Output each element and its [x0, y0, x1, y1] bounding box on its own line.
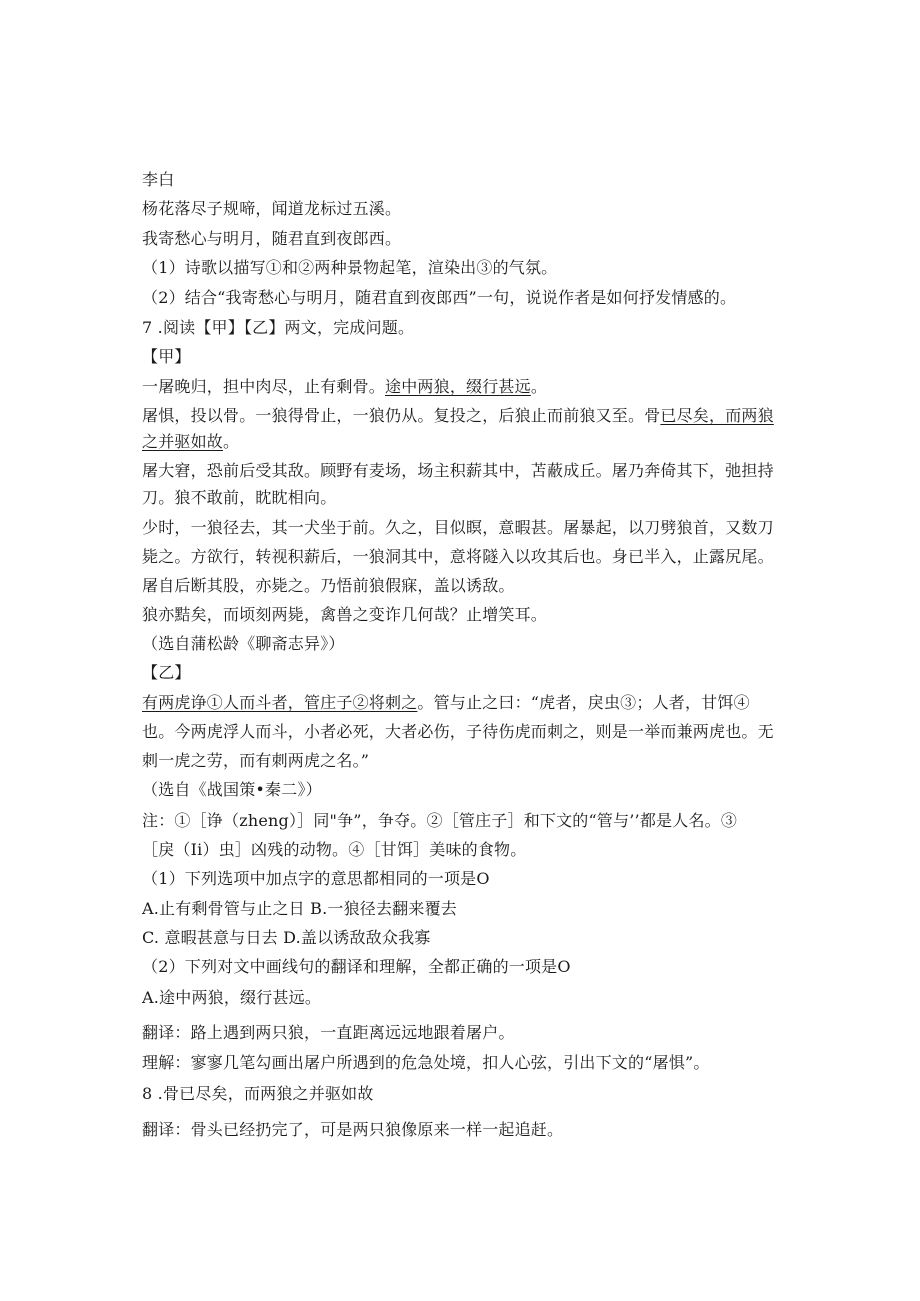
yi-p1-text: 。管与止之曰：“虎者，戾虫③；人者，甘饵④ [417, 693, 750, 712]
jia-paragraph-4-line-2: 毙之。方欲行，转视积薪后，一狼洞其中，意将隧入以攻其后也。身已半入，止露尻尾。 [142, 547, 774, 566]
jia-p2-end: 。 [223, 432, 240, 451]
yi-p1-underlined: 有两虎诤①人而斗者，管庄子②将刺之 [142, 693, 418, 712]
jia-paragraph-1 [142, 377, 547, 397]
jia-paragraph-2-line-2 [142, 432, 239, 452]
option-a: A.途中两狼，缀行甚远。 [142, 988, 322, 1007]
translation-a: 翻译：路上遇到两只狼，一直距离远远地跟着屠户。 [142, 1023, 515, 1042]
sub-question-1: （1）下列选项中加点字的意思都相同的一项是O [142, 869, 490, 888]
understanding-a: 理解：寥寥几笔勾画出屠户所遇到的危急处境，扣人心弦，引出下文的“屠惧”。 [142, 1053, 710, 1072]
jia-p1-end: 。 [530, 377, 548, 396]
jia-source: （选自蒲松龄《聊斋志异》） [142, 634, 345, 653]
poem-line-1: 杨花落尽子规啼，闻道龙标过五溪。 [142, 199, 402, 218]
jia-paragraph-2-line-1 [142, 406, 774, 426]
poem-question-2: （2）结合“我寄愁心与明月，随君直到夜郎西”一句，说说作者是如何抒发情感的。 [142, 288, 737, 307]
options-a-b: A.止有剩骨管与止之日 B.一狼径去翻来覆去 [142, 899, 457, 918]
jia-p1-underlined: 途中两狼，缀行甚远 [385, 377, 531, 396]
note-line-1: 注：①［诤（zheng）］同"争”，争夺。②［管庄子］和下文的“管与’’都是人名。③ [142, 811, 738, 830]
jia-paragraph-3-line-1: 屠大窘，恐前后受其敌。顾野有麦场，场主积薪其中，苫蔽成丘。屠乃奔倚其下，弛担持 [142, 461, 774, 480]
poem-author: 李白 [142, 170, 175, 189]
jia-p1-text: 一屠晚归，担中肉尽，止有剩骨。 [142, 377, 386, 396]
q7-heading: 7 .阅读【甲】【乙】两文，完成问题。 [142, 318, 415, 337]
yi-paragraph-line-2: 也。今两虎浮人而斗，小者必死，大者必伤，子待伤虎而刺之，则是一举而兼两虎也。无 [142, 722, 774, 741]
jia-p2-text: 屠惧，投以骨。一狼得骨止，一狼仍从。复投之，后狼止而前狼又至。骨 [142, 406, 661, 425]
jia-p2-underlined-1: 已尽矣，而两狼 [660, 406, 774, 425]
q8-translation: 翻译：骨头已经扔完了，可是两只狼像原来一样一起追赶。 [142, 1120, 564, 1139]
jia-label: 【甲】 [142, 347, 191, 366]
jia-paragraph-4-line-3: 屠自后断其股，亦毙之。乃悟前狼假寐，盖以诱敌。 [142, 576, 515, 595]
yi-source: （选自《战国策•秦二》） [142, 780, 322, 799]
yi-paragraph-line-3: 刺一虎之劳，而有刺两虎之名。” [142, 751, 370, 770]
yi-label: 【乙】 [142, 663, 191, 682]
poem-question-1: （1）诗歌以描写①和②两种景物起笔，渲染出③的气氛。 [142, 258, 558, 277]
poem-line-2: 我寄愁心与明月，随君直到夜郎西。 [142, 229, 402, 248]
jia-paragraph-5: 狼亦黠矣，而顷刻两毙，禽兽之变诈几何哉？止增笑耳。 [142, 605, 548, 624]
jia-p2-underlined-2: 之并驱如故 [142, 432, 224, 451]
q8-heading: 8 .骨已尽矣，而两狼之并驱如故 [142, 1084, 374, 1103]
yi-paragraph-line-1 [142, 693, 750, 713]
jia-paragraph-4-line-1: 少时，一狼径去，其一犬坐于前。久之，目似瞑，意暇甚。屠暴起，以刀劈狼首，又数刀 [142, 518, 774, 537]
options-c-d: C. 意暇甚意与日去 D.盖以诱敌敌众我寡 [142, 928, 431, 947]
sub-question-2: （2）下列对文中画线句的翻译和理解，全都正确的一项是O [142, 957, 571, 976]
jia-paragraph-3-line-2: 刀。狼不敢前，眈眈相向。 [142, 488, 337, 507]
note-line-2: ［戾（Ii）虫］凶残的动物。④［甘饵］美味的食物。 [142, 840, 527, 859]
